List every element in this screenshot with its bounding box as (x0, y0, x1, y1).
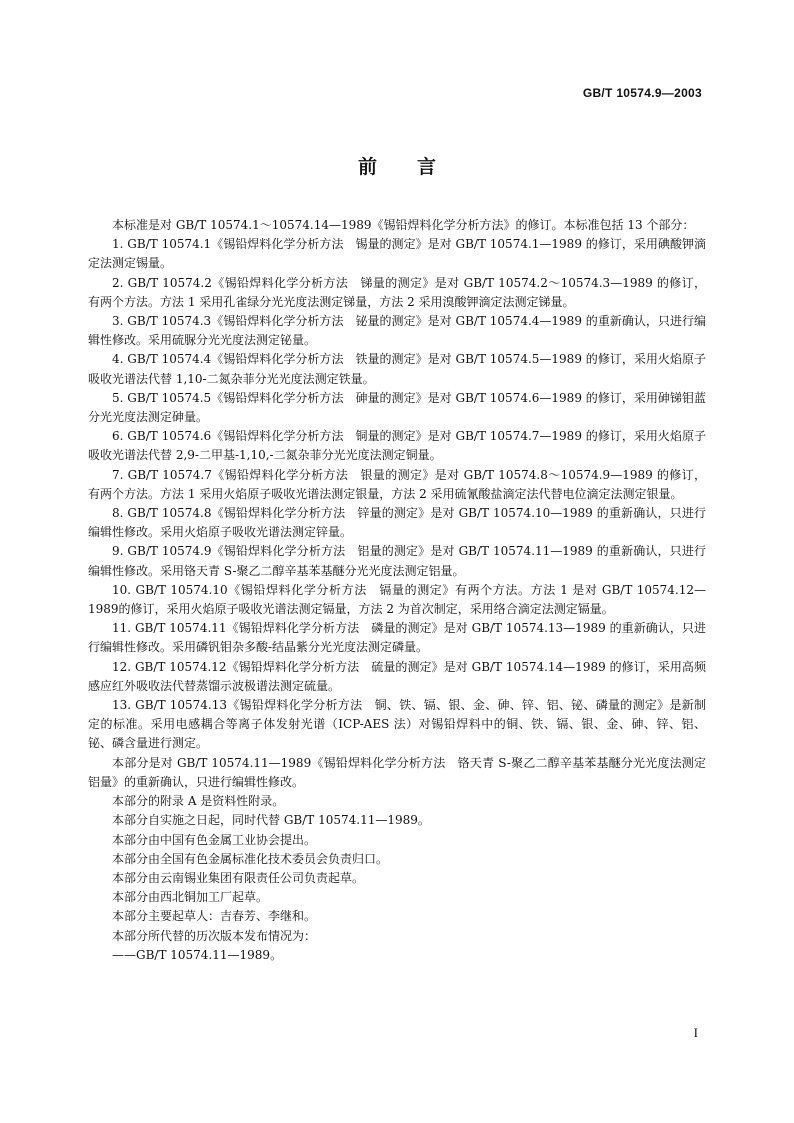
paragraph-drafters: 本部分主要起草人：吉春芳、李继和。 (112, 909, 317, 924)
paragraph-part-1: 1. GB/T 10574.1《锡铅焊料化学分析方法 锡量的测定》是对 GB/T 10574.1—1989 的修订，采用碘酸钾滴定法测定锡量。 (88, 237, 706, 271)
paragraph-part-4: 4. GB/T 10574.4《锡铅焊料化学分析方法 铁量的测定》是对 GB/T 10574.5—1989 的修订，采用火焰原子吸收光谱法代替 1,10-二氮杂菲分光光度法测定铁量。 (88, 352, 706, 386)
paragraph-part-2: 2. GB/T 10574.2《锡铅焊料化学分析方法 锑量的测定》是对 GB/T 10574.2～10574.3—1989 的修订，有两个方法。方法 1 采用孔雀绿分光光度法测定锑量，方法 2 采用溴酸钾滴定法测定锑量。 (88, 275, 706, 309)
paragraph-proposed-by: 本部分由中国有色金属工业协会提出。 (112, 832, 317, 847)
page-title: 前言 (357, 156, 476, 178)
paragraph-part-7: 7. GB/T 10574.7《锡铅焊料化学分析方法 银量的测定》是对 GB/T 10574.8～10574.9—1989 的修订，有两个方法。方法 1 采用火焰原子吸收光谱法测定银量，方法 2 采用硫氰酸盐滴定法代替电位滴定法测定银量。 (88, 467, 706, 501)
paragraph-annex: 本部分的附录 A 是资料性附录。 (112, 794, 285, 809)
paragraph-part-9: 9. GB/T 10574.9《锡铅焊料化学分析方法 铝量的测定》是对 GB/T 10574.11—1989 的重新确认，只进行编辑性修改。采用铬天青 S-聚乙二醇辛基苯基醚分光光度法测定铝量。 (88, 544, 706, 578)
paragraph-history-intro: 本部分所代替的历次版本发布情况为： (112, 928, 317, 943)
paragraph-part-13: 13. GB/T 10574.13《锡铅焊料化学分析方法 铜、铁、镉、银、金、砷、锌、铝、铋、磷量的测定》是新制定的标准。采用电感耦合等离子体发射光谱（ICP-AES 法）对锡铅焊料中的铜、铁、镉、银、金、砷、锌、铝、铋、磷含量进行测定。 (88, 698, 706, 751)
paragraph-administered-by: 本部分由全国有色金属标准化技术委员会负责归口。 (112, 851, 389, 866)
paragraph-this-part: 本部分是对 GB/T 10574.11—1989《锡铅焊料化学分析方法 铬天青 S-聚乙二醇辛基苯基醚分光光度法测定铝量》的重新确认，只进行编辑性修改。 (88, 755, 706, 789)
paragraph-history-item: ——GB/T 10574.11—1989。 (112, 947, 283, 962)
paragraph-part-10: 10. GB/T 10574.10《锡铅焊料化学分析方法 镉量的测定》有两个方法。方法 1 是对 GB/T 10574.12—1989的修订，采用火焰原子吸收光谱法测定镉量，方法 2 为首次制定，采用络合滴定法测定镉量。 (88, 582, 706, 617)
paragraph-drafted-by: 本部分由云南锡业集团有限责任公司负责起草。 (112, 870, 365, 885)
paragraph-part-5: 5. GB/T 10574.5《锡铅焊料化学分析方法 砷量的测定》是对 GB/T 10574.6—1989 的修订，采用砷锑钼蓝分光光度法测定砷量。 (88, 390, 706, 425)
paragraph-part-11: 11. GB/T 10574.11《锡铅焊料化学分析方法 磷量的测定》是对 GB/T 10574.13—1989 的重新确认，只进行编辑性修改。采用磷钒钼杂多酸-结晶紫分光光度法测定磷量。 (88, 621, 706, 655)
paragraph-part-3: 3. GB/T 10574.3《锡铅焊料化学分析方法 铋量的测定》是对 GB/T 10574.4—1989 的重新确认，只进行编辑性修改。采用硫脲分光光度法测定铋量。 (88, 314, 706, 348)
paragraph-part-6: 6. GB/T 10574.6《锡铅焊料化学分析方法 铜量的测定》是对 GB/T 10574.7—1989 的修订，采用火焰原子吸收光谱法代替 2,9-二甲基-1,10,-二氮杂菲分光光度法测定铜量。 (88, 429, 706, 463)
paragraph-intro: 本标准是对 GB/T 10574.1～10574.14—1989《锡铅焊料化学分析方法》的修订。本标准包括 13 个部分： (112, 218, 695, 232)
foreword-body (88, 216, 706, 965)
paragraph-part-12: 12. GB/T 10574.12《锡铅焊料化学分析方法 硫量的测定》是对 GB/T 10574.14—1989 的修订，采用高频感应红外吸收法代替蒸馏示波极谱法测定硫量。 (88, 659, 706, 693)
paragraph-co-drafted-by: 本部分由西北铜加工厂起草。 (112, 890, 269, 905)
paragraph-effective: 本部分自实施之日起，同时代替 GB/T 10574.11—1989。 (112, 813, 430, 828)
standard-number: GB/T 10574.9—2003 (582, 86, 702, 100)
page-number: I (693, 1025, 698, 1040)
paragraph-part-8: 8. GB/T 10574.8《锡铅焊料化学分析方法 锌量的测定》是对 GB/T 10574.10—1989 的重新确认，只进行编辑性修改。采用火焰原子吸收光谱法测定锌量。 (88, 506, 706, 540)
